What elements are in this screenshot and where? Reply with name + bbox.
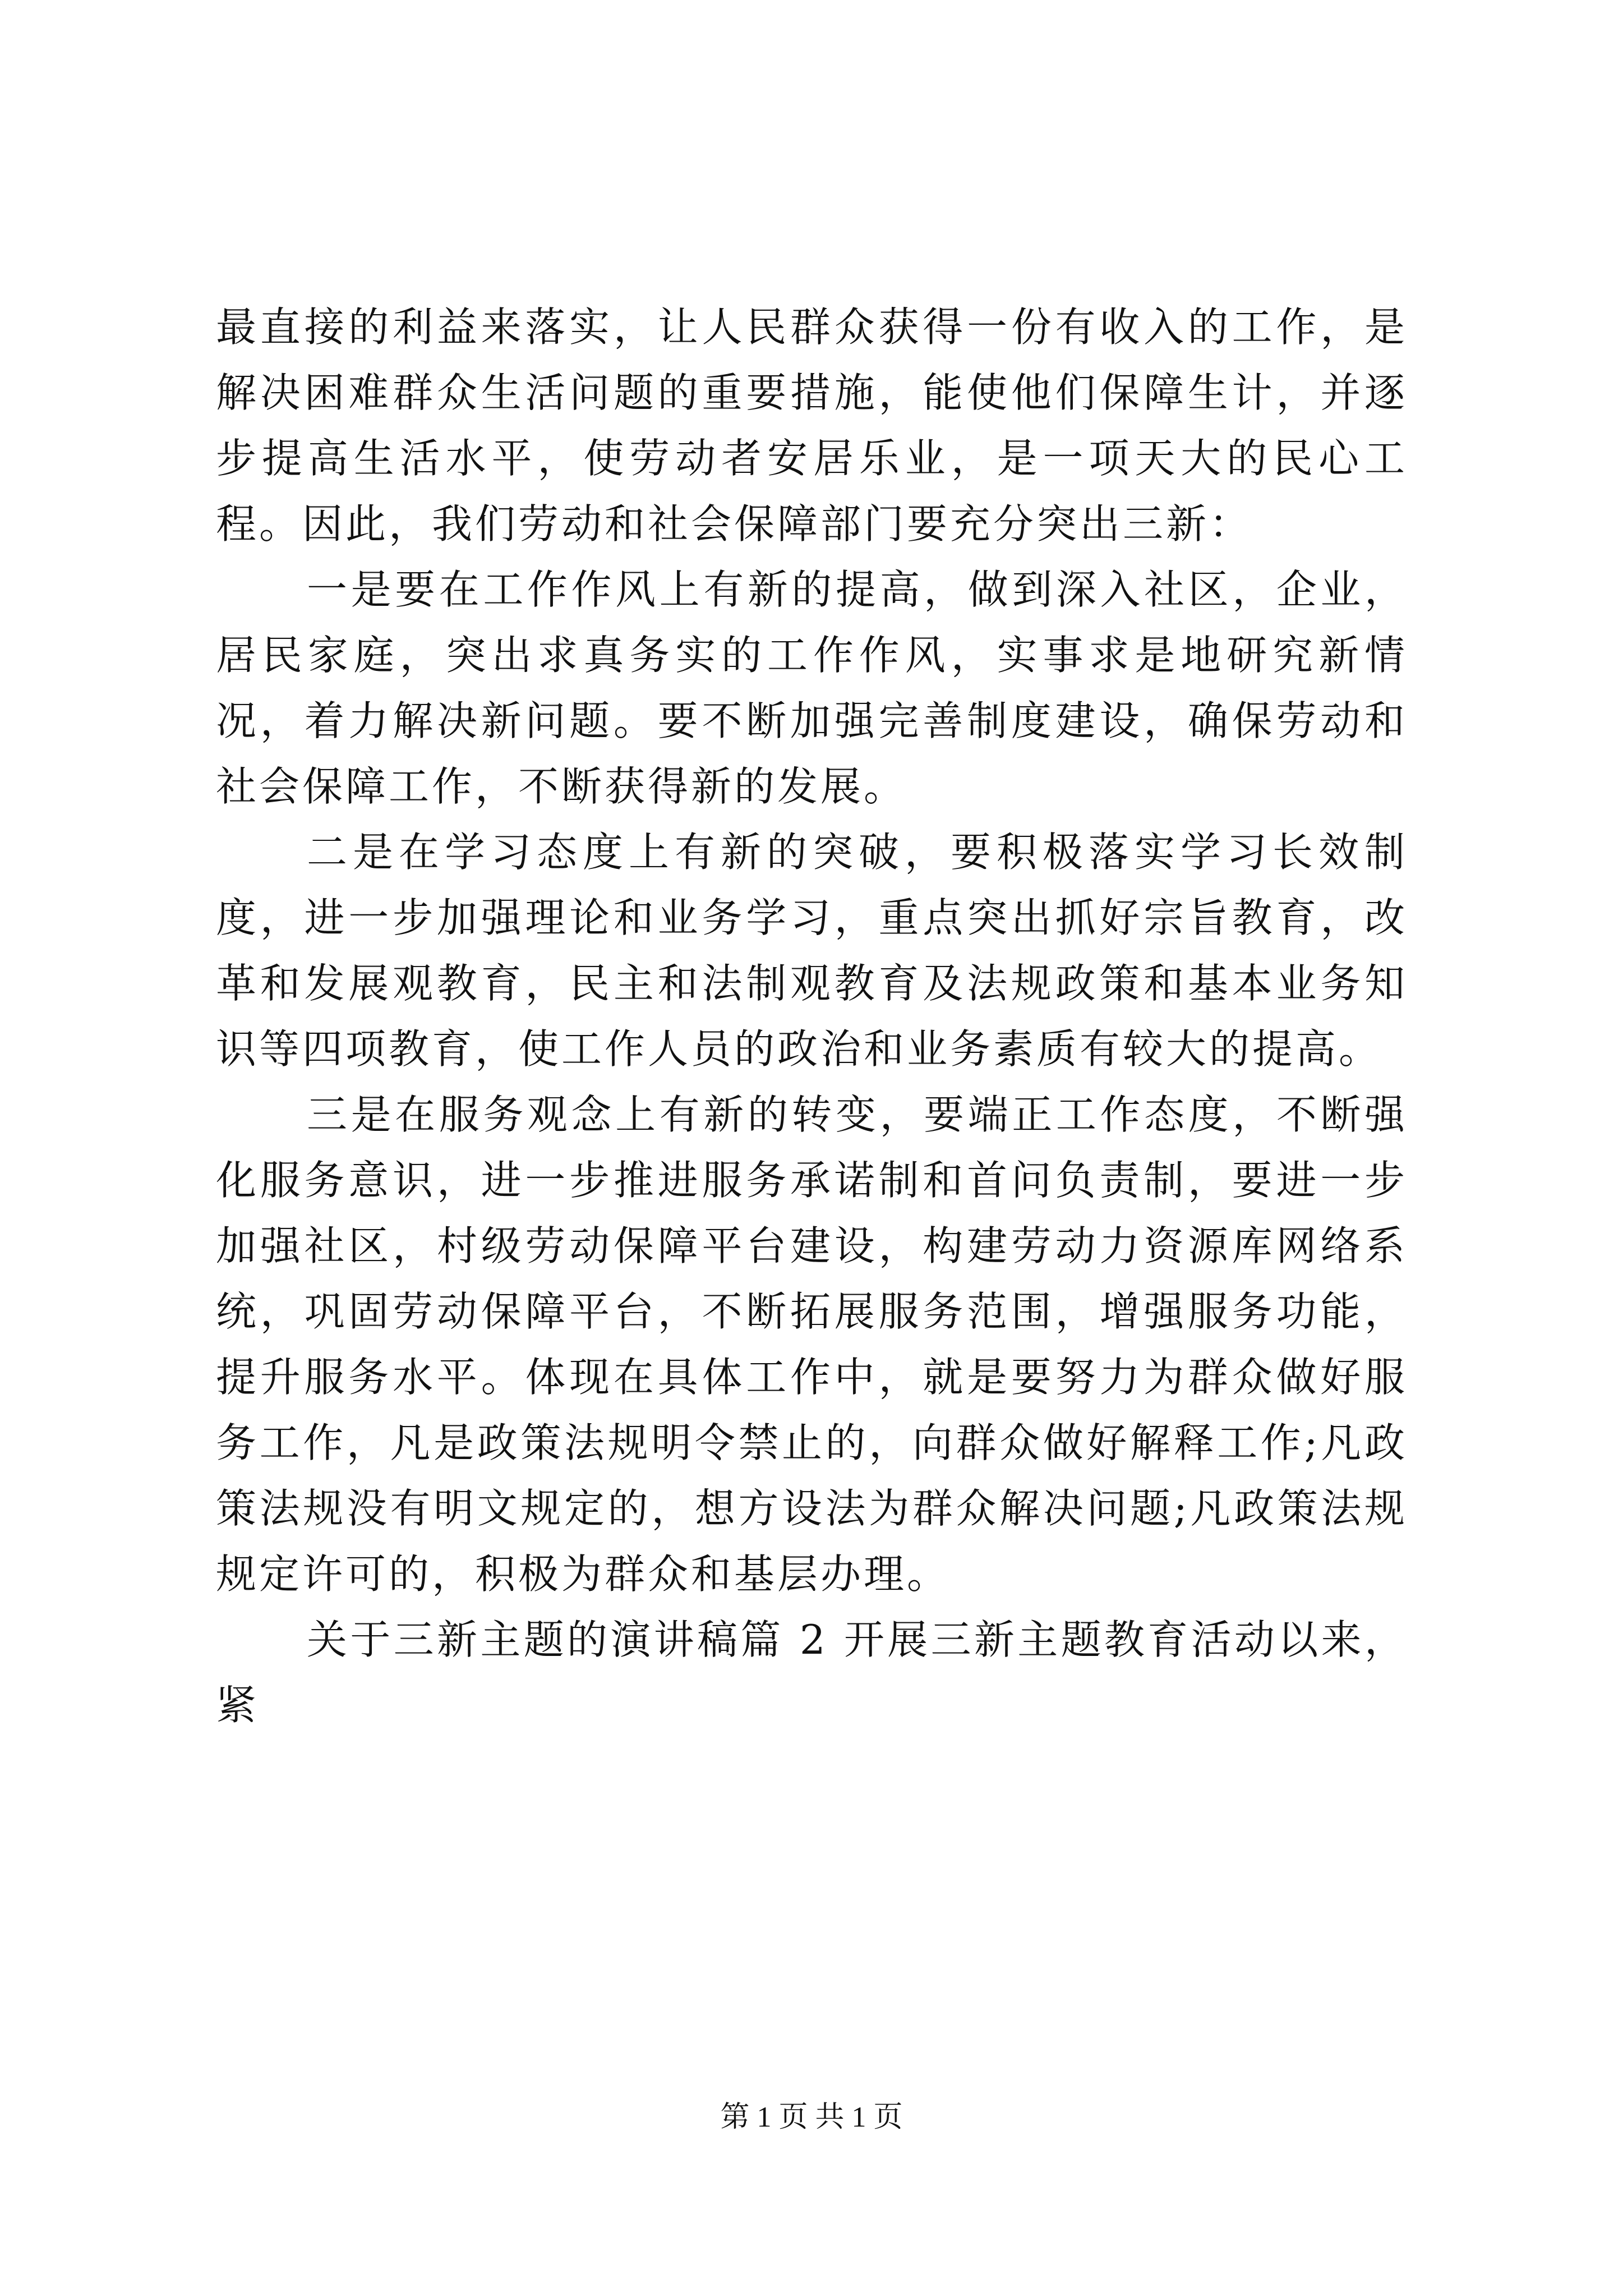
paragraph-speech-two-start: 关于三新主题的演讲稿篇 2 开展三新主题教育活动以来，紧 (216, 1616, 1408, 1729)
page-number-label: 第 1 页 共 1 页 (720, 2101, 903, 2133)
page-footer (0, 2101, 1623, 2134)
paragraph-point-two: 二是在学习态度上有新的突破，要积极落实学习长效制度，进一步加强理论和业务学习，重点突出抓好宗旨教育，改革和发展观教育，民主和法制观教育及法规政策和基本业务知识等四项教育，使工作人员的政治和业务素质有较大的提高。 (216, 829, 1408, 1073)
paragraph-point-one: 一是要在工作作风上有新的提高，做到深入社区，企业，居民家庭，突出求真务实的工作作风，实事求是地研究新情况，着力解决新问题。要不断加强完善制度建设，确保劳动和社会保障工作，不断获得新的发展。 (216, 566, 1408, 810)
paragraph-point-three: 三是在服务观念上有新的转变，要端正工作态度，不断强化服务意识，进一步推进服务承诺制和首问负责制，要进一步加强社区，村级劳动保障平台建设，构建劳动力资源库网络系统，巩固劳动保障平台，不断拓展服务范围，增强服务功能，提升服务水平。体现在具体工作中，就是要努力为群众做好服务工作，凡是政策法规明令禁止的，向群众做好解释工作;凡政策法规没有明文规定的，想方设法为群众解决问题;凡政策法规规定许可的，积极为群众和基层办理。 (216, 1091, 1408, 1598)
document-body (216, 295, 1408, 1738)
paragraph-intro: 最直接的利益来落实，让人民群众获得一份有收入的工作，是解决困难群众生活问题的重要措施，能使他们保障生计，并逐步提高生活水平，使劳动者安居乐业，是一项天大的民心工程。因此，我们劳动和社会保障部门要充分突出三新： (216, 303, 1408, 547)
